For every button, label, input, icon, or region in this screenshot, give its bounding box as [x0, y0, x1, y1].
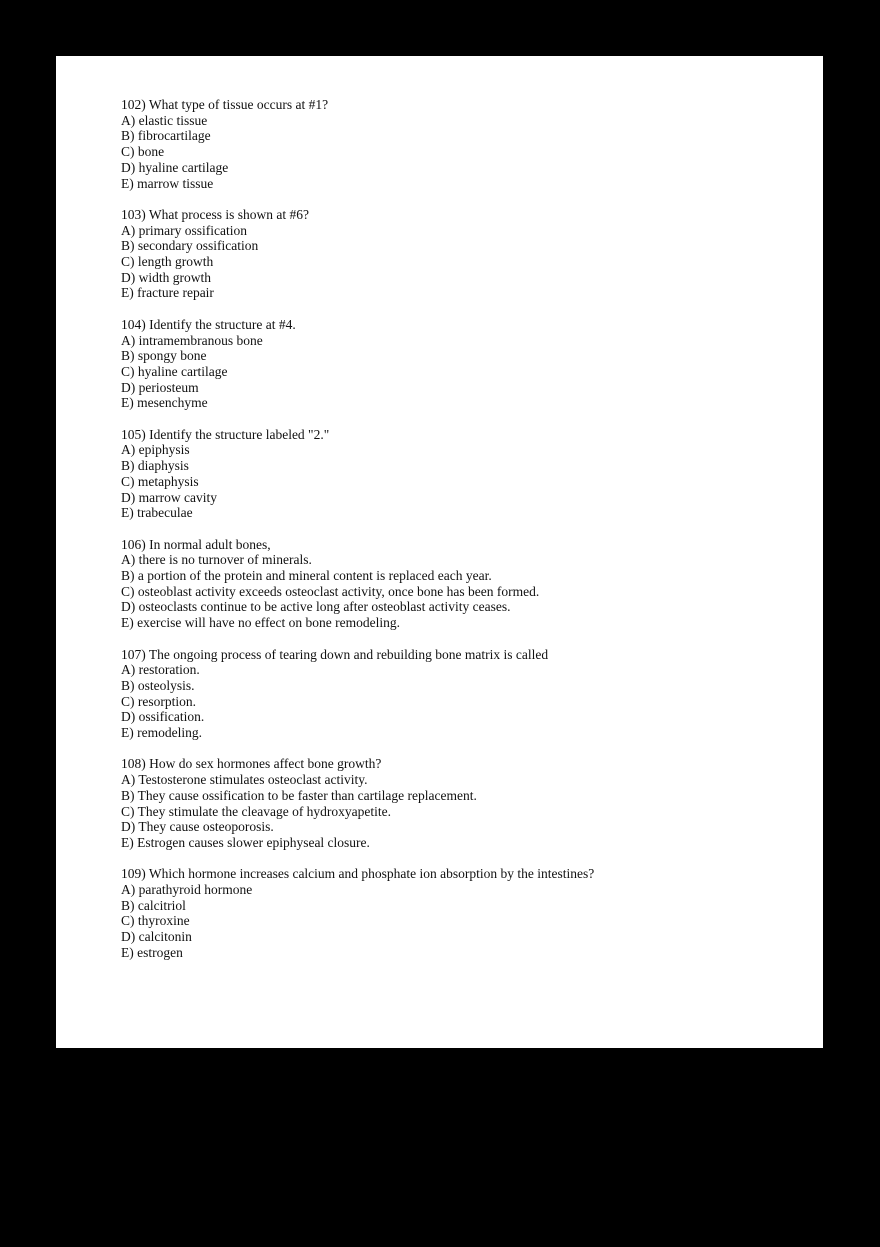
question-block	[121, 317, 783, 411]
question-block	[121, 866, 783, 960]
answer-option: E) mesenchyme	[121, 395, 208, 411]
question-block	[121, 427, 783, 521]
answer-option: A) elastic tissue	[121, 112, 208, 128]
answer-option: A) intramembranous bone	[121, 332, 263, 348]
answer-option: B) secondary ossification	[121, 238, 259, 254]
answer-option: C) length growth	[121, 254, 214, 270]
document-page	[56, 56, 823, 1048]
answer-option: E) marrow tissue	[121, 175, 214, 191]
answer-option: B) calcitriol	[121, 897, 186, 913]
answer-option: B) They cause ossification to be faster than cartilage replacement.	[121, 787, 477, 803]
question-block	[121, 756, 783, 850]
answer-option: B) a portion of the protein and mineral content is replaced each year.	[121, 568, 492, 584]
question-block	[121, 97, 783, 191]
question-text: 108) How do sex hormones affect bone growth?	[121, 756, 382, 772]
question-text: 102) What type of tissue occurs at #1?	[121, 97, 329, 112]
answer-option: E) fracture repair	[121, 285, 214, 301]
answer-option: A) there is no turnover of minerals.	[121, 552, 312, 568]
questions-container	[56, 56, 823, 961]
answer-option: C) metaphysis	[121, 473, 199, 489]
answer-option: D) hyaline cartilage	[121, 159, 229, 175]
answer-option: E) Estrogen causes slower epiphyseal closure.	[121, 834, 370, 850]
question-text: 105) Identify the structure labeled "2."	[121, 426, 330, 442]
question-text: 107) The ongoing process of tearing down and rebuilding bone matrix is called	[121, 646, 549, 662]
answer-option: C) bone	[121, 144, 165, 160]
answer-option: B) osteolysis.	[121, 677, 195, 693]
answer-option: D) ossification.	[121, 709, 205, 725]
question-text: 103) What process is shown at #6?	[121, 206, 309, 222]
answer-option: B) spongy bone	[121, 348, 207, 364]
answer-option: A) epiphysis	[121, 442, 190, 458]
answer-option: A) parathyroid hormone	[121, 882, 253, 898]
answer-option: A) restoration.	[121, 662, 200, 678]
answer-option: D) periosteum	[121, 379, 199, 395]
answer-option: B) diaphysis	[121, 458, 189, 474]
answer-option: C) hyaline cartilage	[121, 363, 228, 379]
answer-option: C) thyroxine	[121, 913, 190, 929]
answer-option: A) Testosterone stimulates osteoclast activity.	[121, 772, 368, 788]
answer-option: E) trabeculae	[121, 505, 193, 521]
answer-option: C) They stimulate the cleavage of hydroxyapetite.	[121, 803, 392, 819]
answer-option: B) fibrocartilage	[121, 128, 211, 144]
question-text: 104) Identify the structure at #4.	[121, 316, 296, 332]
question-block	[121, 647, 783, 741]
answer-option: D) They cause osteoporosis.	[121, 819, 274, 835]
answer-option: D) osteoclasts continue to be active long after osteoblast activity ceases.	[121, 599, 511, 615]
answer-option: D) calcitonin	[121, 929, 192, 945]
answer-option: A) primary ossification	[121, 222, 247, 238]
answer-option: E) estrogen	[121, 944, 183, 960]
question-text: 106) In normal adult bones,	[121, 536, 271, 552]
answer-option: E) exercise will have no effect on bone remodeling.	[121, 615, 401, 631]
question-text: 109) Which hormone increases calcium and phosphate ion absorption by the intestines?	[121, 866, 595, 882]
answer-option: C) osteoblast activity exceeds osteoclast activity, once bone has been formed.	[121, 583, 540, 599]
answer-option: E) remodeling.	[121, 725, 202, 741]
answer-option: D) marrow cavity	[121, 489, 217, 505]
question-block	[121, 207, 783, 301]
question-block	[121, 537, 783, 631]
answer-option: C) resorption.	[121, 693, 196, 709]
answer-option: D) width growth	[121, 269, 211, 285]
